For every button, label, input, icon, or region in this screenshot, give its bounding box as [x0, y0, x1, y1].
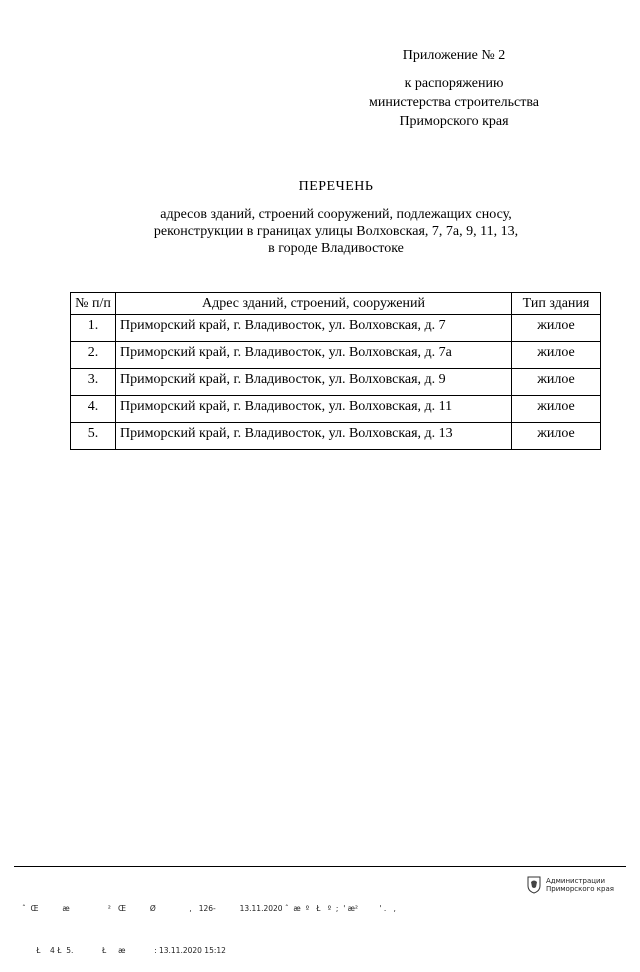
appendix-order-ref: к распоряжению: [404, 76, 504, 91]
appendix-region: Приморского края: [399, 114, 509, 129]
row-address: Приморский край, г. Владивосток, ул. Волховская, д. 13: [116, 423, 512, 450]
org-line-1: Администрации: [546, 877, 606, 885]
document-title: ПЕРЕЧЕНЬ: [298, 179, 374, 194]
document-subtitle: [0, 206, 640, 257]
row-address: Приморский край, г. Владивосток, ул. Волховская, д. 7а: [116, 342, 512, 369]
table-row: [71, 423, 601, 450]
row-address: Приморский край, г. Владивосток, ул. Волховская, д. 9: [116, 369, 512, 396]
row-type: жилое: [512, 369, 601, 396]
row-type: жилое: [512, 423, 601, 450]
footer-logo: [527, 876, 614, 894]
footer-line-2: Ł 4 Ł 5. Ł æ : 13.11.2020 15:12: [22, 946, 226, 955]
row-number: 1.: [71, 315, 116, 342]
table-row: [71, 396, 601, 423]
appendix-ministry: министерства строительства: [368, 95, 540, 110]
row-address: Приморский край, г. Владивосток, ул. Волховская, д. 11: [116, 396, 512, 423]
table-header-row: [71, 293, 601, 315]
subtitle-line: реконструкции в границах улицы Волховская, 7, 7а, 9, 11, 13,: [153, 224, 519, 239]
org-line-2: Приморского края: [546, 885, 614, 893]
appendix-block: [354, 46, 554, 131]
footer-divider: [14, 866, 626, 867]
row-type: жилое: [512, 396, 601, 423]
row-number: 5.: [71, 423, 116, 450]
table-row: [71, 369, 601, 396]
row-type: жилое: [512, 342, 601, 369]
footer-registration-stamp: [22, 874, 396, 972]
subtitle-line: в городе Владивостоке: [268, 241, 404, 256]
header-address: Адрес зданий, строений, сооружений: [116, 293, 512, 315]
table-row: [71, 342, 601, 369]
header-number: № п/п: [71, 293, 116, 315]
row-number: 2.: [71, 342, 116, 369]
table-row: [71, 315, 601, 342]
footer-organization: [546, 877, 614, 893]
subtitle-line: адресов зданий, строений сооружений, подлежащих сносу,: [160, 207, 512, 222]
row-number: 4.: [71, 396, 116, 423]
appendix-number: Приложение № 2: [402, 48, 506, 63]
header-type: Тип здания: [512, 293, 601, 315]
buildings-table: [70, 292, 601, 450]
row-number: 3.: [71, 369, 116, 396]
footer-line-1: ˆ Œ æ ² Œ Ø ‚ 126‐ 13.11.2020 ˆ æ º Ł º ; ' æ² ' . ,: [22, 904, 396, 913]
coat-of-arms-icon: [527, 876, 541, 894]
row-type: жилое: [512, 315, 601, 342]
row-address: Приморский край, г. Владивосток, ул. Волховская, д. 7: [116, 315, 512, 342]
